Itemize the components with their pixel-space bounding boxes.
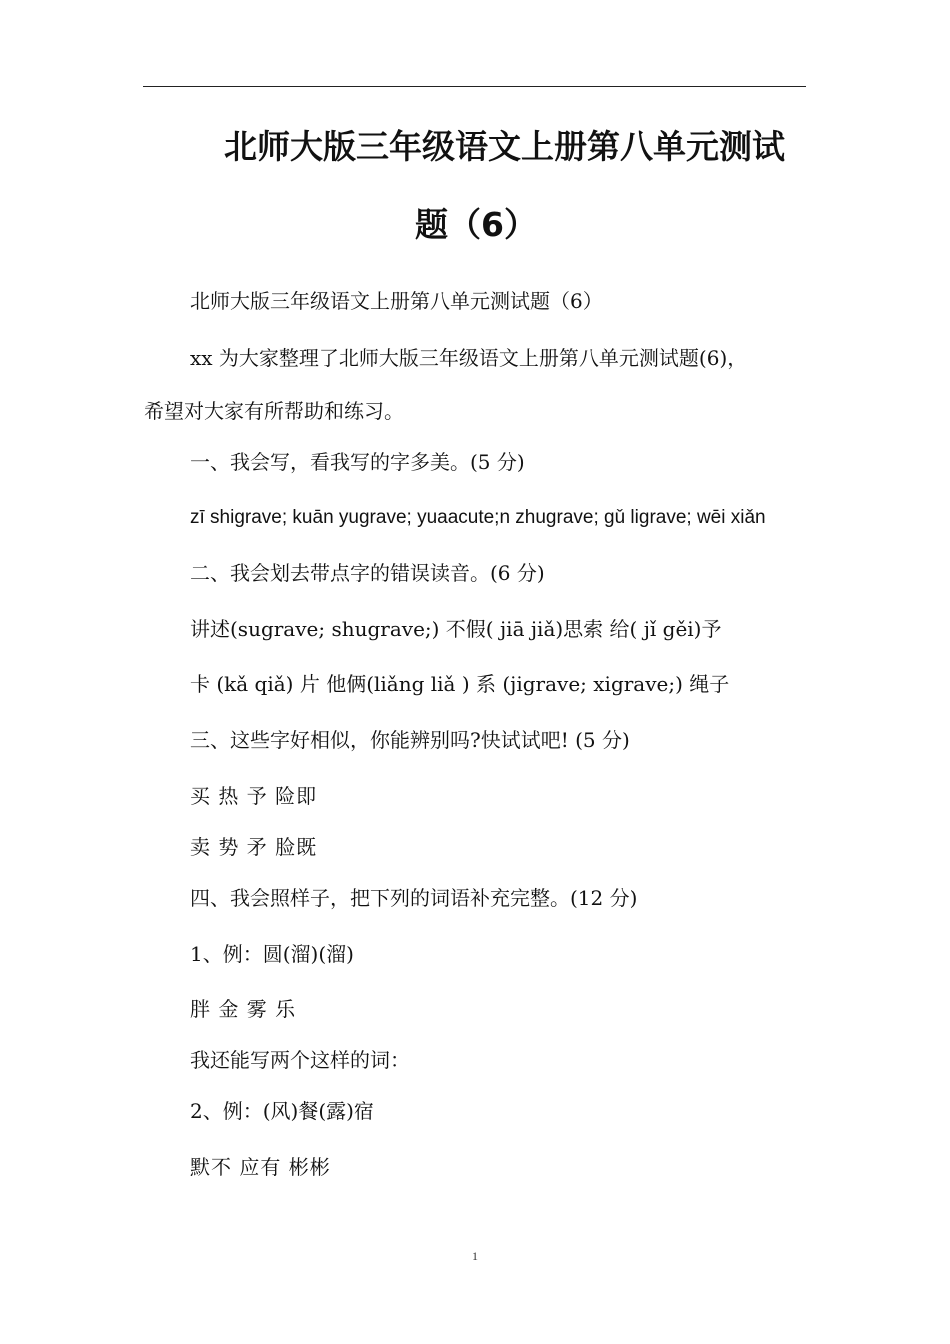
section4-example1: 1、例：圆(溜)(溜)	[190, 942, 354, 966]
page-number: 1	[472, 1249, 478, 1263]
section3-row2: 卖 势 矛 脸既	[190, 835, 318, 859]
section3-row1: 买 热 予 险即	[190, 784, 318, 808]
intro-paragraph-line1: xx 为大家整理了北师大版三年级语文上册第八单元测试题(6)，	[190, 346, 748, 370]
section4-heading: 四、我会照样子，把下列的词语补充完整。(12 分)	[190, 886, 638, 910]
section4-words1: 胖 金 雾 乐	[190, 997, 297, 1021]
header-rule	[143, 86, 806, 87]
section4-example2: 2、例：(风)餐(露)宿	[190, 1099, 374, 1123]
section4-words2: 默不 应有 彬彬	[190, 1155, 331, 1179]
section2-line2: 卡 (kǎ qiǎ) 片 他俩(liǎng liǎ ) 系 (jigrave; xigrave;) 绳子	[190, 672, 730, 696]
section1-pinyin-line: zī shigrave; kuān yugrave; yuaacute;n zhugrave; gǔ ligrave; wēi xiǎn	[190, 507, 766, 528]
document-title-line1: 北师大版三年级语文上册第八单元测试	[224, 127, 785, 166]
subtitle-paragraph: 北师大版三年级语文上册第八单元测试题（6）	[190, 289, 603, 313]
intro-paragraph-line2: 希望对大家有所帮助和练习。	[144, 399, 404, 423]
section2-line1: 讲述(sugrave; shugrave;) 不假( jiā jiǎ)思索 给( jǐ gěi)予	[190, 617, 722, 641]
section1-heading: 一、我会写，看我写的字多美。(5 分)	[190, 450, 525, 474]
section3-heading: 三、这些字好相似，你能辨别吗?快试试吧! (5 分)	[190, 728, 630, 752]
document-title-line2: 题（6）	[415, 205, 537, 244]
section4-more-prompt: 我还能写两个这样的词：	[190, 1048, 410, 1072]
section2-heading: 二、我会划去带点字的错误读音。(6 分)	[190, 561, 545, 585]
